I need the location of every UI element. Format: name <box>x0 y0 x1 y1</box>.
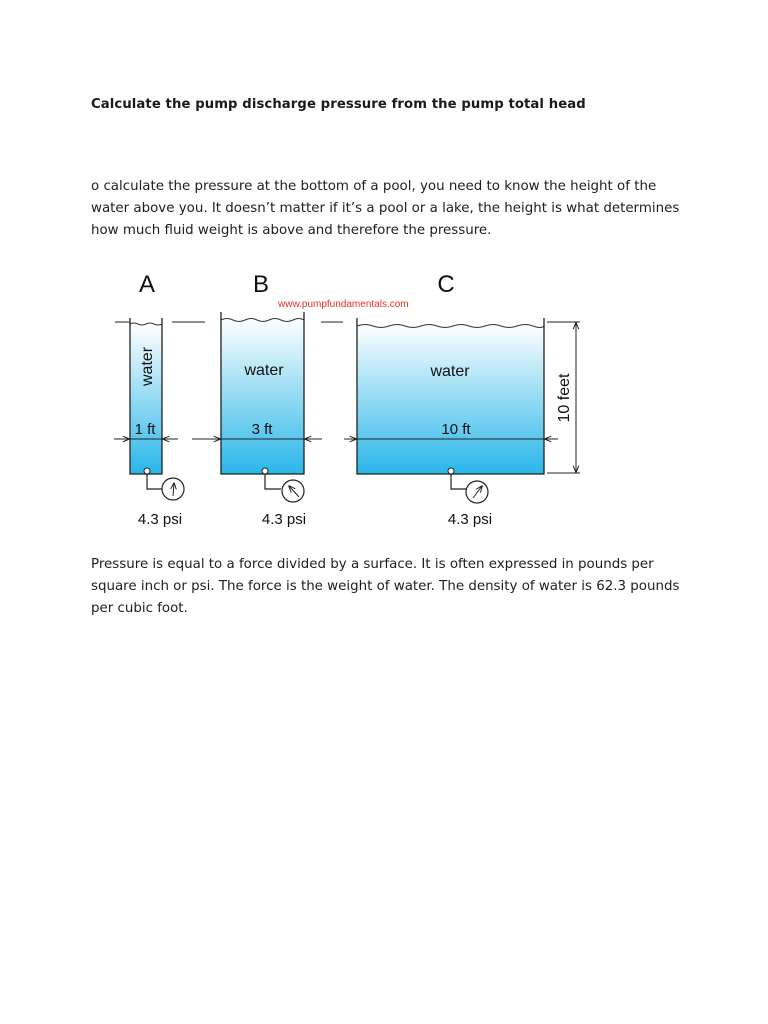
height-label: 10 feet <box>556 373 573 423</box>
tank-c-letter: C <box>437 271 455 298</box>
tank-a-width-label: 1 ft <box>134 421 156 438</box>
height-dimension <box>547 322 580 473</box>
tank-a <box>114 318 184 528</box>
tank-b-water-label: water <box>244 362 284 379</box>
tank-b-width-label: 3 ft <box>251 421 273 438</box>
pressure-gauge-icon <box>466 481 488 503</box>
intro-paragraph: o calculate the pressure at the bottom of a pool, you need to know the height of the water above you. It doesn’t matter if it’s a pool or a lake, the height is what determines how much fluid weight is above and therefore the pressure. <box>91 179 680 238</box>
tank-b-pressure-label: 4.3 psi <box>261 511 307 528</box>
tank-a-water-label: water <box>139 346 156 386</box>
tank-a-pressure-label: 4.3 psi <box>137 511 183 528</box>
pressure-gauge-icon <box>282 480 304 502</box>
watermark-text: www.pumpfundamentals.com <box>278 299 409 310</box>
tank-b-letter: B <box>252 271 270 298</box>
tank-c-pressure-label: 4.3 psi <box>447 511 493 528</box>
pressure-gauge-icon <box>162 478 184 500</box>
tank-b <box>192 312 322 528</box>
tank-c-width-label: 10 ft <box>441 421 471 438</box>
pressure-paragraph: Pressure is equal to a force divided by a surface. It is often expressed in pounds per square inch or psi. The force is the weight of water. The density of water is 62.3 pounds per cubic foot. <box>91 557 680 616</box>
tank-c-water-label: water <box>430 363 470 380</box>
tank-c <box>344 318 558 528</box>
tank-pressure-diagram <box>100 262 620 537</box>
tank-a-letter: A <box>138 271 156 298</box>
page-title: Calculate the pump discharge pressure from the pump total head <box>91 97 586 112</box>
